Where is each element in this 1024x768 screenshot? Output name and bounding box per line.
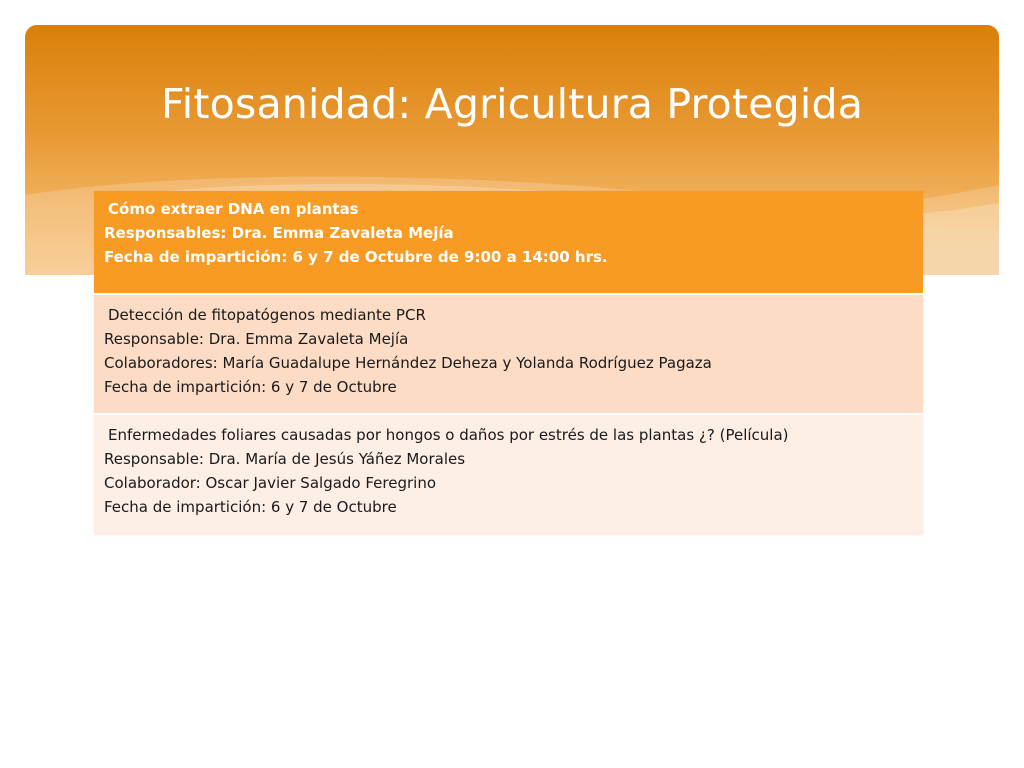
table-row — [94, 415, 923, 535]
slide-title: Fitosanidad: Agricultura Protegida — [160, 80, 864, 128]
schedule-table — [94, 191, 923, 535]
session-date: Fecha de impartición: 6 y 7 de Octubre de 9:00 a 14:00 hrs. — [104, 248, 608, 266]
session-responsible: Responsable: Dra. Emma Zavaleta Mejía — [104, 330, 409, 348]
session-title: Enfermedades foliares causadas por hongos o daños por estrés de las plantas ¿? (Película) — [108, 426, 789, 444]
session-responsible: Responsables: Dra. Emma Zavaleta Mejía — [104, 224, 454, 242]
session-collaborators: Colaborador: Oscar Javier Salgado Feregrino — [104, 474, 437, 492]
session-responsible: Responsable: Dra. María de Jesús Yáñez Morales — [104, 450, 466, 468]
table-row — [94, 295, 923, 415]
session-title: Detección de fitopatógenos mediante PCR — [108, 306, 426, 324]
session-date: Fecha de impartición: 6 y 7 de Octubre — [104, 498, 397, 516]
session-collaborators: Colaboradores: María Guadalupe Hernández Deheza y Yolanda Rodríguez Pagaza — [104, 354, 712, 372]
session-title: Cómo extraer DNA en plantas — [108, 200, 359, 218]
session-date: Fecha de impartición: 6 y 7 de Octubre — [104, 378, 397, 396]
table-row — [94, 191, 923, 295]
